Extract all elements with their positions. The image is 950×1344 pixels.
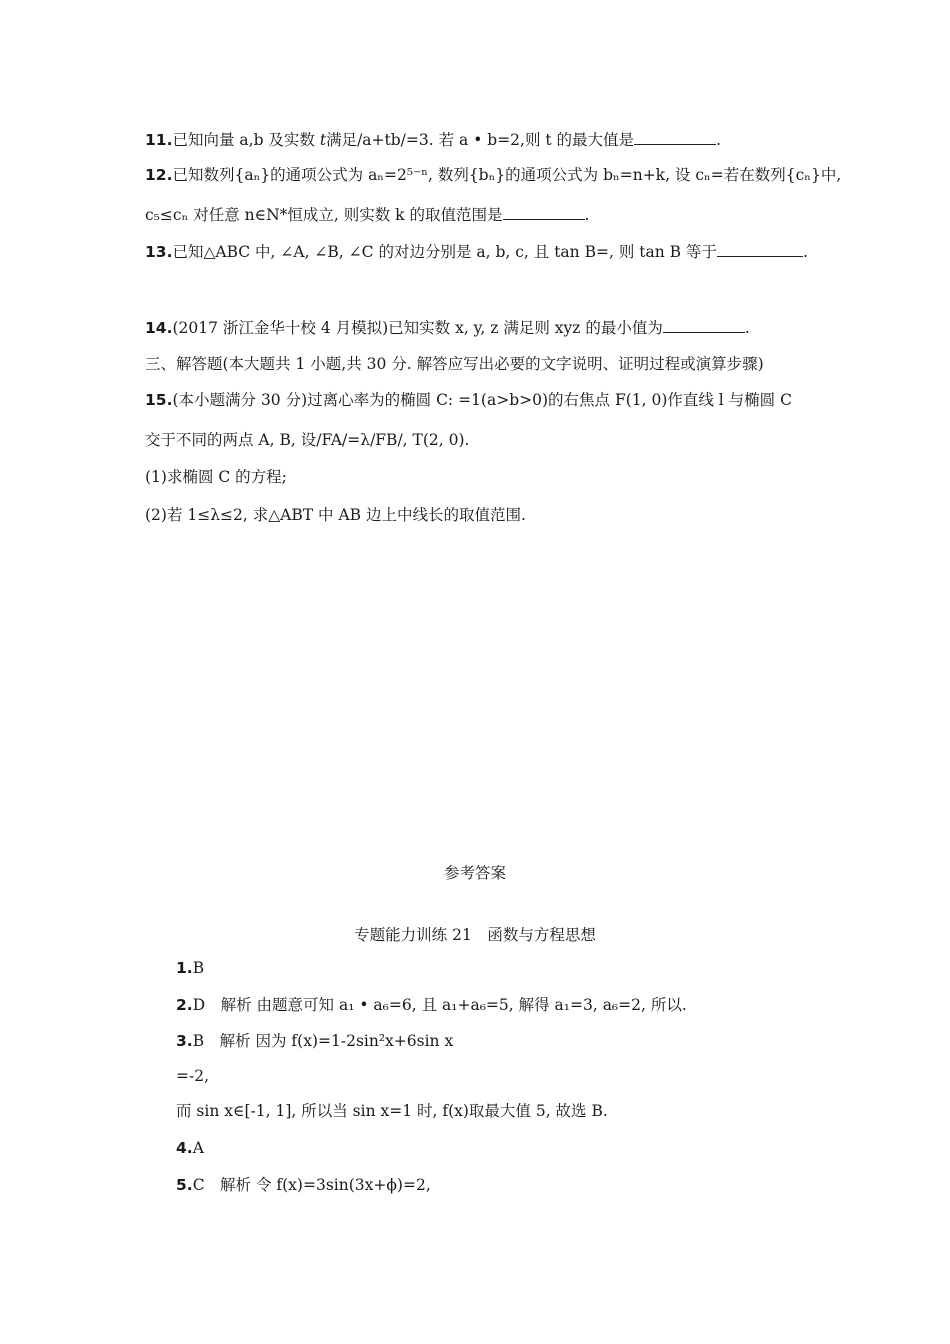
answer-text: =-2, (176, 1067, 210, 1085)
answer-text: 而 sin x∈[-1, 1], 所以当 sin x=1 时, f(x)取最大值 5, 故选 B. (176, 1102, 608, 1120)
section-heading: 三、解答题(本大题共 1 小题,共 30 分. 解答应写出必要的文字说明、证明过程或演算步骤) (145, 355, 764, 373)
question-text: 已知△ABC 中, ∠A, ∠B, ∠C 的对边分别是 a, b, c, 且 tan B=, 则 tan B 等于 (172, 243, 717, 261)
answer-blank (717, 242, 803, 257)
question-12-continued (145, 205, 589, 225)
answers-heading: 参考答案 (443, 864, 506, 882)
question-number: 11. (145, 131, 173, 149)
answer-number: 3. (176, 1032, 193, 1050)
answers-subheading: 专题能力训练 21 函数与方程思想 (354, 926, 596, 944)
question-number: 14. (145, 319, 173, 337)
question-text: tb/=3. 若 a • b=2,则 (384, 131, 546, 149)
answer-blank (634, 130, 716, 145)
question-14 (145, 318, 750, 338)
answer-text: B 解析 因为 f(x)=1-2sin²x+6sin x (192, 1032, 454, 1050)
question-15-continued: 交于不同的两点 A, B, 设/FA/=λ/FB/, T(2, 0). (145, 431, 470, 449)
question-11 (145, 130, 721, 150)
question-13 (145, 242, 808, 262)
question-text: t (319, 131, 327, 149)
answer-item (176, 1138, 204, 1158)
question-text: . (716, 131, 721, 149)
question-text: . (802, 243, 808, 261)
answer-blank (503, 205, 585, 220)
question-text: t 的最大值是 (545, 131, 635, 149)
answer-item (176, 1031, 453, 1051)
question-12 (145, 165, 841, 185)
answer-item (176, 1175, 431, 1195)
answer-item-continued (176, 1066, 209, 1086)
answer-text: C 解析 令 f(x)=3sin(3x+ϕ)=2, (192, 1176, 431, 1194)
answer-text: D 解析 由题意可知 a₁ • a₆=6, 且 a₁+a₆=5, 解得 a₁=3, a₆=2, 所以. (192, 996, 687, 1014)
question-text: 满足/a+ (326, 131, 385, 149)
question-15-part-1: (1)求椭圆 C 的方程; (145, 468, 287, 486)
answer-blank (663, 318, 745, 333)
answer-number: 5. (176, 1176, 193, 1194)
question-number: 13. (145, 243, 173, 261)
question-text: (本小题满分 30 分)过离心率为的椭圆 C: =1(a>b>0)的右焦点 F(1, 0)作直线 l 与椭圆 C (172, 391, 792, 409)
question-15-part-2: (2)若 1≤λ≤2, 求△ABT 中 AB 边上中线长的取值范围. (145, 506, 526, 524)
answer-item (176, 958, 204, 978)
question-text: . (744, 319, 750, 337)
answer-number: 2. (176, 996, 193, 1014)
question-text: c₅≤cₙ 对任意 n∈N*恒成立, 则实数 k 的取值范围是 (145, 206, 503, 224)
answer-text: B (192, 959, 205, 977)
question-number: 12. (145, 166, 173, 184)
question-15 (145, 390, 792, 410)
answer-text: A (192, 1139, 204, 1157)
question-text: (2017 浙江金华十校 4 月模拟)已知实数 x, y, z 满足则 xyz 的最小值为 (172, 319, 663, 337)
question-number: 15. (145, 391, 173, 409)
answer-item (176, 995, 687, 1015)
answer-item-continued (176, 1101, 608, 1121)
question-text: . (584, 206, 590, 224)
answer-number: 4. (176, 1139, 193, 1157)
answer-number: 1. (176, 959, 193, 977)
question-text: 已知数列{aₙ}的通项公式为 aₙ=2⁵⁻ⁿ, 数列{bₙ}的通项公式为 bₙ=n+k, 设 cₙ=若在数列{cₙ}中, (172, 166, 842, 184)
question-text: 已知向量 a,b 及实数 (172, 131, 320, 149)
